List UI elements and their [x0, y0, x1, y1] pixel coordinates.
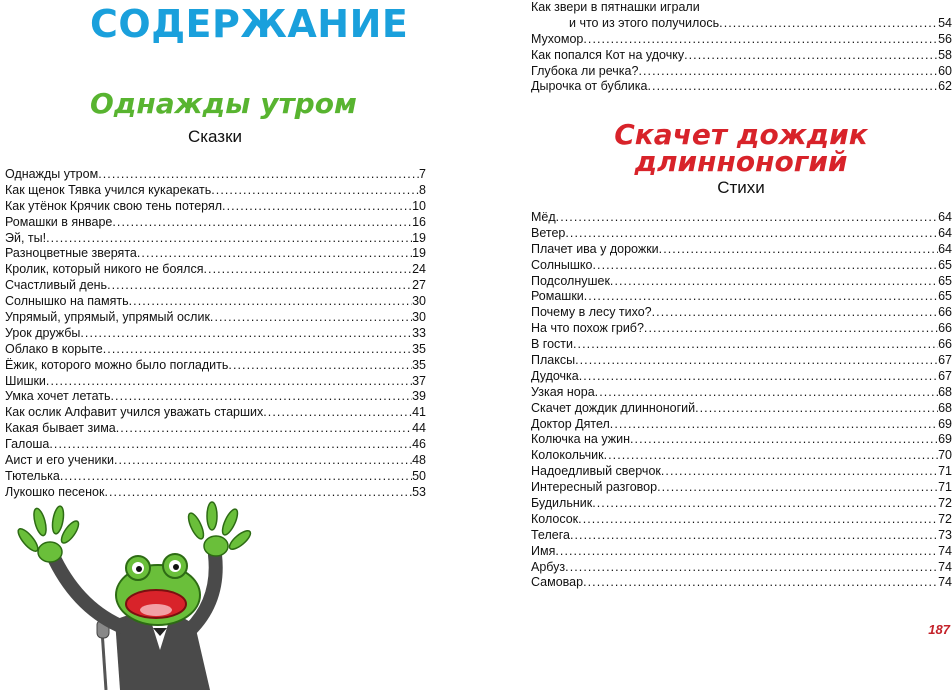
toc-entry-page: 67 [938, 368, 952, 383]
dot-leader [116, 421, 412, 437]
list-item [531, 496, 952, 512]
toc-entry-title: Упрямый, упрямый, упрямый ослик [5, 310, 210, 325]
dot-leader [595, 385, 938, 401]
list-item [5, 199, 426, 215]
toc-entry-page: 65 [938, 273, 952, 288]
list-item [531, 544, 952, 560]
dot-leader [565, 226, 938, 242]
toc-entry-title: Подсолнушек [531, 273, 610, 288]
list-item [531, 321, 952, 337]
toc-entry-page: 68 [938, 384, 952, 399]
dot-leader [719, 16, 938, 32]
dot-leader [661, 464, 938, 480]
toc-entry-page: 66 [938, 321, 952, 336]
dot-leader [46, 231, 412, 247]
toc-entry-title: Лукошко песенок [5, 484, 105, 499]
list-item [5, 215, 426, 231]
toc-entry-page: 39 [412, 389, 426, 404]
dot-leader [228, 358, 412, 374]
toc-entry-page: 44 [412, 421, 426, 436]
dot-leader [556, 210, 938, 226]
section-subtitle-poems: Стихи [717, 178, 765, 197]
list-item [531, 417, 952, 433]
toc-list-tales [5, 167, 426, 501]
toc-entry-title: Облако в корыте [5, 341, 103, 356]
dot-leader [647, 79, 938, 95]
dot-leader [592, 496, 938, 512]
list-item [531, 528, 952, 544]
toc-entry-title: Доктор Дятел [531, 416, 610, 431]
toc-entry-title: Ветер [531, 225, 566, 240]
list-item [531, 337, 952, 353]
toc-entry-title: Интересный разговор [531, 480, 658, 495]
dot-leader [579, 369, 938, 385]
list-item [5, 437, 426, 453]
list-item [531, 79, 952, 95]
dot-leader [112, 215, 412, 231]
dot-leader [129, 294, 412, 310]
toc-entry-title: Счастливый день [5, 278, 108, 293]
list-item [5, 326, 426, 342]
list-item [5, 358, 426, 374]
toc-entry-page: 74 [938, 543, 952, 558]
dot-leader [578, 512, 938, 528]
toc-list-tales-continued [531, 0, 952, 95]
toc-entry-title: Скачет дождик длинноногий [531, 400, 696, 415]
toc-entry-page: 50 [412, 468, 426, 483]
toc-entry-title: Плачет ива у дорожки [531, 241, 659, 256]
toc-entry-title: На что похож гриб? [531, 321, 644, 336]
dot-leader [610, 417, 938, 433]
toc-entry-page: 69 [938, 416, 952, 431]
toc-entry-title: Дырочка от бублика [531, 79, 648, 94]
list-item [531, 448, 952, 464]
dot-leader [652, 305, 938, 321]
toc-entry-title: Как ослик Алфавит учился уважать старших [5, 405, 264, 420]
toc-entry-page: 48 [412, 453, 426, 468]
list-item [531, 64, 952, 80]
toc-entry-page: 70 [938, 448, 952, 463]
toc-entry-title: Самовар [531, 575, 584, 590]
list-item [5, 389, 426, 405]
toc-entry-page: 74 [938, 575, 952, 590]
list-item [5, 246, 426, 262]
page-title: СОДЕРЖАНИЕ [90, 2, 409, 46]
toc-entry-title: Колючка на ужин [531, 432, 630, 447]
toc-entry-page: 64 [938, 241, 952, 256]
toc-entry-title: Узкая нора [531, 384, 595, 399]
toc-entry-page: 58 [938, 47, 952, 62]
toc-entry-page: 74 [938, 559, 952, 574]
toc-entry-page: 60 [938, 63, 952, 78]
list-item [5, 374, 426, 390]
toc-entry-title: Ромашки [531, 289, 584, 304]
dot-leader [103, 342, 412, 358]
list-item [531, 512, 952, 528]
toc-entry-title: Мухомор [531, 31, 584, 46]
toc-entry-title: Аист и его ученики [5, 453, 114, 468]
dot-leader [111, 389, 413, 405]
list-item [531, 464, 952, 480]
dot-leader [695, 401, 938, 417]
toc-entry-page: 8 [419, 182, 426, 197]
toc-entry-title: Как щенок Тявка учился кукарекать [5, 182, 212, 197]
list-item [5, 342, 426, 358]
dot-leader [204, 262, 413, 278]
dot-leader [604, 448, 939, 464]
dot-leader [610, 274, 938, 290]
toc-entry-page: 73 [938, 527, 952, 542]
list-item [5, 167, 426, 183]
toc-entry-page: 41 [412, 405, 426, 420]
toc-entry-page: 68 [938, 400, 952, 415]
list-item [531, 242, 952, 258]
list-item [531, 32, 952, 48]
list-item [531, 369, 952, 385]
list-item [5, 294, 426, 310]
dot-leader [222, 199, 412, 215]
section-title-tales: Однажды утром [90, 87, 357, 120]
dot-leader [584, 289, 938, 305]
toc-entry-page: 71 [938, 464, 952, 479]
list-item [531, 16, 952, 32]
toc-entry-page: 53 [412, 484, 426, 499]
list-item [531, 0, 952, 16]
dot-leader [49, 437, 412, 453]
toc-entry-page: 65 [938, 257, 952, 272]
toc-entry-title: Как звери в пятнашки играли [531, 0, 700, 14]
section-title-poems-line1: Скачет дождик [614, 118, 868, 151]
page-number: 187 [928, 622, 950, 637]
toc-entry-page: 67 [938, 353, 952, 368]
toc-entry-title: Как попался Кот на удочку [531, 47, 685, 62]
toc-entry-title: Мёд [531, 210, 556, 224]
dot-leader [210, 310, 412, 326]
toc-entry-title: Солнышко на память [5, 294, 129, 309]
toc-entry-title: Ёжик, которого можно было погладить [5, 357, 229, 372]
dot-leader [583, 575, 938, 591]
toc-entry-page: 30 [412, 294, 426, 309]
list-item [531, 480, 952, 496]
list-item [5, 453, 426, 469]
dot-leader [575, 353, 938, 369]
toc-entry-title: Телега [531, 527, 570, 542]
dot-leader [104, 485, 412, 501]
dot-leader [570, 528, 938, 544]
dot-leader [137, 246, 412, 262]
dot-leader [659, 242, 938, 258]
dot-leader [630, 432, 938, 448]
toc-entry-title: Почему в лесу тихо? [531, 305, 652, 320]
toc-entry-title: Как утёнок Крячик свою тень потерял [5, 198, 223, 213]
dot-leader [80, 326, 412, 342]
dot-leader [211, 183, 419, 199]
toc-entry-page: 7 [419, 167, 426, 181]
toc-entry-page: 37 [412, 373, 426, 388]
toc-entry-title: и что из этого получилось [569, 15, 720, 30]
toc-entry-title: Колосок [531, 511, 579, 526]
list-item [5, 469, 426, 485]
toc-entry-title: Имя [531, 543, 556, 558]
list-item [531, 226, 952, 242]
list-item [531, 560, 952, 576]
list-item [531, 401, 952, 417]
section-subtitle-tales: Сказки [187, 127, 243, 146]
toc-entry-page: 35 [412, 357, 426, 372]
list-item [5, 278, 426, 294]
frog-singer-icon [10, 500, 260, 690]
dot-leader [583, 32, 938, 48]
toc-entry-page: 24 [412, 262, 426, 277]
list-item [5, 405, 426, 421]
list-item [531, 353, 952, 369]
toc-entry-title: Колокольчик [531, 448, 604, 463]
toc-entry-page: 19 [412, 246, 426, 261]
dot-leader [644, 321, 938, 337]
toc-entry-title: Арбуз [531, 559, 566, 574]
list-item [5, 231, 426, 247]
list-item [5, 421, 426, 437]
list-item [531, 432, 952, 448]
dot-leader [114, 453, 412, 469]
dot-leader [592, 258, 938, 274]
toc-entry-title: Глубока ли речка? [531, 63, 639, 78]
toc-entry-title: Галоша [5, 437, 50, 452]
toc-entry-page: 66 [938, 337, 952, 352]
toc-entry-page: 10 [412, 198, 426, 213]
dot-leader [60, 469, 412, 485]
toc-entry-title: Урок дружбы [5, 325, 81, 340]
toc-list-poems [531, 210, 952, 591]
toc-entry-page: 71 [938, 480, 952, 495]
list-item [531, 305, 952, 321]
toc-entry-title: Шишки [5, 373, 46, 388]
list-item [531, 274, 952, 290]
section-title-poems-line2: длинноногий [634, 145, 848, 178]
toc-entry-page: 30 [412, 310, 426, 325]
toc-entry-title: Солнышко [531, 257, 593, 272]
dot-leader [573, 337, 938, 353]
toc-entry-title: Умка хочет летать [5, 389, 111, 404]
toc-entry-title: Ромашки в январе [5, 214, 113, 229]
dot-leader [684, 48, 938, 64]
dot-leader [263, 405, 412, 421]
list-item [5, 183, 426, 199]
toc-entry-title: Кролик, который никого не боялся [5, 262, 204, 277]
dot-leader [46, 374, 412, 390]
toc-entry-page: 35 [412, 341, 426, 356]
dot-leader [565, 560, 938, 576]
toc-entry-page: 54 [938, 15, 952, 30]
list-item [5, 310, 426, 326]
dot-leader [107, 278, 412, 294]
toc-entry-title: Надоедливый сверчок [531, 464, 661, 479]
list-item [531, 210, 952, 226]
dot-leader [657, 480, 938, 496]
toc-entry-title: Тютелька [5, 468, 60, 483]
list-item [531, 258, 952, 274]
toc-entry-page: 46 [412, 437, 426, 452]
toc-entry-title: В гости [531, 337, 574, 352]
toc-entry-page: 27 [412, 278, 426, 293]
toc-entry-title: Разноцветные зверята [5, 246, 137, 261]
toc-entry-title: Плаксы [531, 353, 576, 368]
toc-entry-page: 62 [938, 79, 952, 94]
toc-entry-page: 72 [938, 496, 952, 511]
toc-entry-page: 16 [412, 214, 426, 229]
list-item [5, 485, 426, 501]
toc-entry-title: Будильник [531, 496, 593, 511]
toc-entry-page: 72 [938, 511, 952, 526]
toc-entry-title: Однажды утром [5, 167, 99, 181]
toc-entry-page: 64 [938, 210, 952, 224]
dot-leader [98, 167, 419, 183]
toc-entry-page: 65 [938, 289, 952, 304]
dot-leader [555, 544, 938, 560]
list-item [531, 48, 952, 64]
toc-entry-page: 64 [938, 225, 952, 240]
list-item [5, 262, 426, 278]
toc-entry-title: Эй, ты! [5, 230, 47, 245]
toc-entry-page: 19 [412, 230, 426, 245]
dot-leader [638, 64, 938, 80]
list-item [531, 575, 952, 591]
toc-entry-title: Дудочка [531, 368, 579, 383]
toc-entry-page: 56 [938, 31, 952, 46]
list-item [531, 289, 952, 305]
toc-entry-page: 33 [412, 325, 426, 340]
toc-entry-page: 69 [938, 432, 952, 447]
toc-entry-page: 66 [938, 305, 952, 320]
list-item [531, 385, 952, 401]
toc-entry-title: Какая бывает зима [5, 421, 116, 436]
